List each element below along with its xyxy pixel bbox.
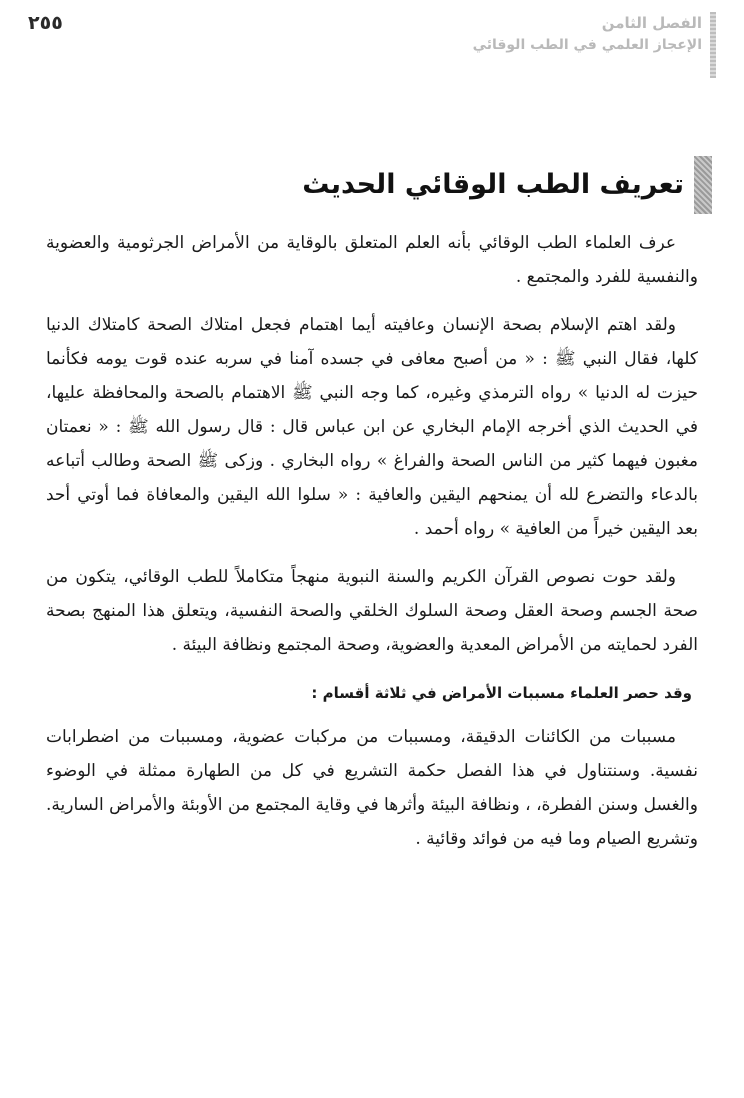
page-number: ٢٥٥: [28, 12, 63, 34]
chapter-label: الفصل الثامن: [601, 14, 702, 32]
paragraph-quran-sunnah: ولقد حوت نصوص القرآن الكريم والسنة النبوية منهجاً متكاملاً للطب الوقائي، يتكون من صحة الجسم وصحة العقل وصحة السلوك الخلقي والصحة النفسية، ويتعلق هذا المنهج بصحة الفرد لحمايته من الأمراض المعدية والعضوية، وصحة المجتمع ونظافة البيئة .: [46, 567, 698, 655]
header-marker: [710, 12, 716, 78]
chapter-title: الإعجاز العلمي في الطب الوقائي: [472, 37, 702, 53]
title-bar: [694, 156, 712, 214]
paragraph-islam-health: ولقد اهتم الإسلام بصحة الإنسان وعافيته أيما اهتمام فجعل امتلاك الصحة كامتلاك الدنيا كلها، فقال النبي ﷺ : « من أصبح معافى في جسده آمنا في سربه عنده قوت يومه فكأنما حيزت له الدنيا » رواه الترمذي وغيره، كما وجه النبي ﷺ الاهتمام بالصحة والمحافظة عليها، في الحديث الذي أخرجه الإمام البخاري عن ابن عباس قال : قال رسول الله ﷺ : « نعمتان مغبون فيهما كثير من الناس الصحة والفراغ » رواه البخاري . وزكى ﷺ الصحة وطالب أتباعه بالدعاء والتضرع لله أن يمنحهم اليقين والعافية : « سلوا الله اليقين والمعافاة فما أوتي أحد بعد اليقين خيراً من العافية » رواه أحمد .: [46, 315, 698, 539]
paragraph-causes: مسببات من الكائنات الدقيقة، ومسببات من مركبات عضوية، ومسببات من اضطرابات نفسية. وسنتناول في هذا الفصل حكمة التشريع في كل من الطهارة ممثلة في الوضوء والغسل وسنن الفطرة، ، ونظافة البيئة وأثرها في وقاية المجتمع من الأوبئة والأمراض السارية. وتشريع الصيام وما فيه من فوائد وقائية .: [46, 727, 698, 849]
subheading: وقد حصر العلماء مسببات الأمراض في ثلاثة أقسام :: [311, 684, 692, 702]
main-content: [46, 226, 698, 870]
paragraph-definition: عرف العلماء الطب الوقائي بأنه العلم المتعلق بالوقاية من الأمراض الجرثومية والعضوية والنفسية للفرد والمجتمع .: [46, 233, 698, 287]
section-title: تعريف الطب الوقائي الحديث: [302, 169, 684, 200]
running-head: [473, 12, 716, 78]
section-title-block: [302, 156, 712, 214]
